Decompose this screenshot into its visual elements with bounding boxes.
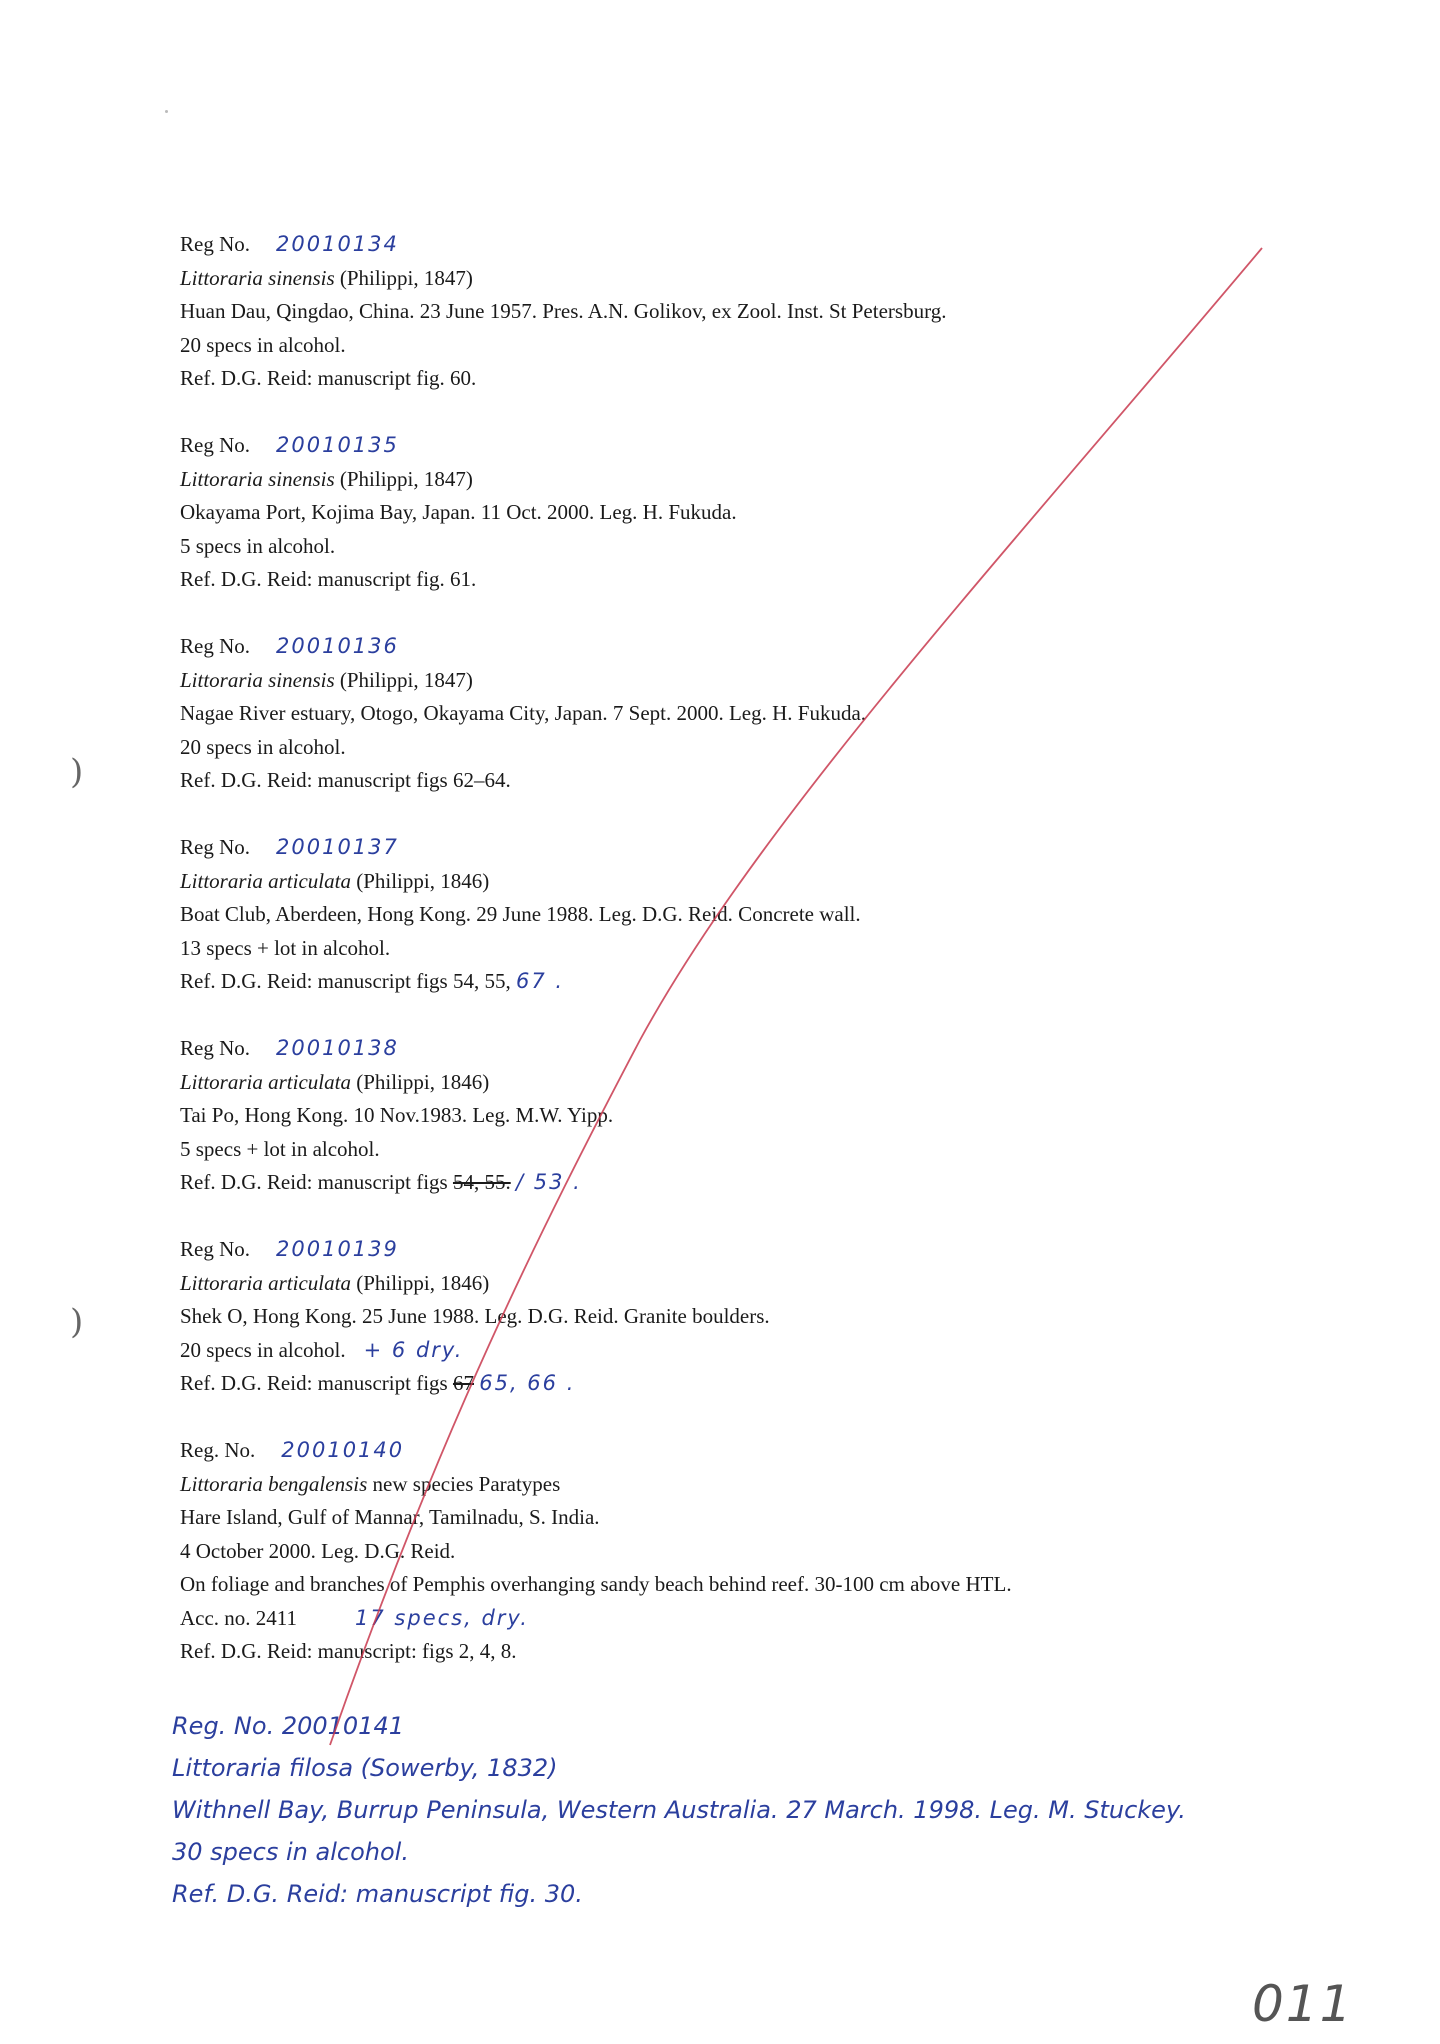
- reg-number-handwritten: 20010138: [276, 1036, 399, 1060]
- reference-line: Ref. D.G. Reid: manuscript fig. 61.: [180, 567, 477, 591]
- habitat-line: On foliage and branches of Pemphis overhanging sandy beach behind reef. 30-100 cm above HTL.: [180, 1572, 1012, 1596]
- specimens-line: 13 specs + lot in alcohol.: [180, 935, 391, 960]
- reference-handwritten-addition: 67 .: [515, 969, 565, 993]
- locality-line: Nagae River estuary, Otogo, Okayama City, Japan. 7 Sept. 2000. Leg. H. Fukuda.: [180, 701, 867, 725]
- handwritten-entry: [172, 1705, 1186, 1915]
- handwritten-reference-line: Ref. D.G. Reid: manuscript fig. 30.: [172, 1880, 583, 1908]
- reference-line: Ref. D.G. Reid: manuscript figs 62–64.: [180, 768, 511, 792]
- handwritten-species-line: Littoraria filosa (Sowerby, 1832): [172, 1754, 558, 1782]
- species-line: [180, 463, 737, 497]
- reg-number-handwritten: 20010137: [276, 835, 399, 859]
- reference-line: [180, 1166, 613, 1200]
- locality-line: Shek O, Hong Kong. 25 June 1988. Leg. D.G. Reid. Granite boulders.: [180, 1304, 770, 1328]
- accession-text: Acc. no. 2411: [180, 1605, 298, 1630]
- species-name: Littoraria bengalensis: [180, 1471, 368, 1496]
- handwritten-locality-line: Withnell Bay, Burrup Peninsula, Western Australia. 27 March. 1998. Leg. M. Stuckey.: [172, 1796, 1186, 1824]
- reg-label: Reg No.: [180, 232, 250, 256]
- locality-line: Boat Club, Aberdeen, Hong Kong. 29 June 1988. Leg. D.G. Reid. Concrete wall.: [180, 902, 861, 926]
- species-name: Littoraria sinensis: [180, 466, 335, 491]
- reg-number-handwritten: 20010134: [276, 232, 399, 256]
- specimens-line: 20 specs in alcohol.: [180, 734, 346, 759]
- reference-text: Ref. D.G. Reid: manuscript figs: [180, 1371, 448, 1395]
- accession-line: [180, 1602, 1012, 1636]
- locality-line: Hare Island, Gulf of Mannar, Tamilnadu, S. India.: [180, 1505, 600, 1529]
- reference-line: [180, 1367, 770, 1401]
- locality-line: Okayama Port, Kojima Bay, Japan. 11 Oct. 2000. Leg. H. Fukuda.: [180, 500, 737, 524]
- reg-line: [180, 1032, 613, 1066]
- species-line: [180, 1267, 770, 1301]
- reg-number-handwritten: 20010140: [281, 1438, 405, 1462]
- reg-label: Reg. No.: [180, 1438, 256, 1462]
- specimens-handwritten-addition: + 6 dry.: [363, 1337, 464, 1362]
- page-number: 011: [1252, 1975, 1354, 2033]
- paper-speck: [165, 110, 168, 113]
- species-line: [180, 1066, 613, 1100]
- species-author: (Philippi, 1847): [334, 265, 473, 290]
- reg-line: [180, 1434, 1012, 1468]
- species-name: Littoraria articulata: [180, 1270, 351, 1295]
- reference-line: Ref. D.G. Reid: manuscript: figs 2, 4, 8.: [180, 1639, 517, 1663]
- specimens-line: 5 specs in alcohol.: [180, 533, 336, 558]
- specimens-line: 5 specs + lot in alcohol.: [180, 1136, 380, 1161]
- species-name: Littoraria sinensis: [180, 265, 335, 290]
- specimens-line: [180, 1334, 770, 1368]
- binder-hole-mark: ): [70, 1302, 84, 1342]
- reg-label: Reg No.: [180, 1036, 250, 1060]
- species-name: Littoraria articulata: [180, 1069, 351, 1094]
- reference-handwritten-addition: 65, 66 .: [479, 1371, 576, 1395]
- register-entry: [180, 429, 737, 597]
- handwritten-reg-line: Reg. No. 20010141: [172, 1712, 404, 1740]
- reference-struck-text: 67: [452, 1371, 474, 1395]
- specimens-line: 20 specs in alcohol.: [180, 332, 346, 357]
- reference-struck-text: 54, 55.: [452, 1170, 511, 1194]
- species-line: [180, 865, 861, 899]
- reg-label: Reg No.: [180, 835, 250, 859]
- reg-line: [180, 429, 737, 463]
- reg-line: [180, 1233, 770, 1267]
- reference-text: Ref. D.G. Reid: manuscript figs: [180, 1170, 448, 1194]
- register-entry: [180, 228, 946, 396]
- species-name: Littoraria sinensis: [180, 667, 335, 692]
- reference-text: Ref. D.G. Reid: manuscript figs 54, 55,: [180, 969, 511, 993]
- locality-line: Huan Dau, Qingdao, China. 23 June 1957. Pres. A.N. Golikov, ex Zool. Inst. St Petersburg.: [180, 299, 947, 323]
- accession-handwritten-addition: 17 specs, dry.: [355, 1605, 529, 1630]
- species-line: [180, 664, 866, 698]
- specimens-text: 20 specs in alcohol.: [180, 1337, 346, 1362]
- register-entry: [180, 630, 866, 798]
- species-line: [180, 1468, 1012, 1502]
- date-line: 4 October 2000. Leg. D.G. Reid.: [180, 1538, 456, 1563]
- species-author: (Philippi, 1847): [334, 466, 473, 491]
- reference-line: [180, 965, 861, 999]
- reference-handwritten-addition: / 53 .: [515, 1170, 582, 1194]
- locality-line: Tai Po, Hong Kong. 10 Nov.1983. Leg. M.W. Yipp.: [180, 1103, 614, 1127]
- register-entry: [180, 831, 861, 999]
- register-entry: [180, 1434, 1012, 1669]
- reg-line: [180, 228, 946, 262]
- binder-hole-mark: ): [70, 752, 84, 792]
- species-author: (Philippi, 1846): [350, 1069, 490, 1094]
- handwritten-specimens-line: 30 specs in alcohol.: [172, 1838, 409, 1866]
- species-line: [180, 262, 946, 296]
- reg-label: Reg No.: [180, 1237, 250, 1261]
- reg-number-handwritten: 20010136: [276, 634, 399, 658]
- species-author: (Philippi, 1846): [350, 1270, 490, 1295]
- register-entry: [180, 1032, 613, 1200]
- reg-number-handwritten: 20010139: [276, 1237, 399, 1261]
- species-author: (Philippi, 1847): [334, 667, 473, 692]
- reference-line: Ref. D.G. Reid: manuscript fig. 60.: [180, 366, 477, 390]
- reg-line: [180, 831, 861, 865]
- reg-label: Reg No.: [180, 634, 250, 658]
- register-entry: [180, 1233, 770, 1401]
- species-author: new species Paratypes: [367, 1471, 561, 1496]
- reg-line: [180, 630, 866, 664]
- reg-label: Reg No.: [180, 433, 250, 457]
- species-name: Littoraria articulata: [180, 868, 351, 893]
- species-author: (Philippi, 1846): [350, 868, 490, 893]
- reg-number-handwritten: 20010135: [276, 433, 399, 457]
